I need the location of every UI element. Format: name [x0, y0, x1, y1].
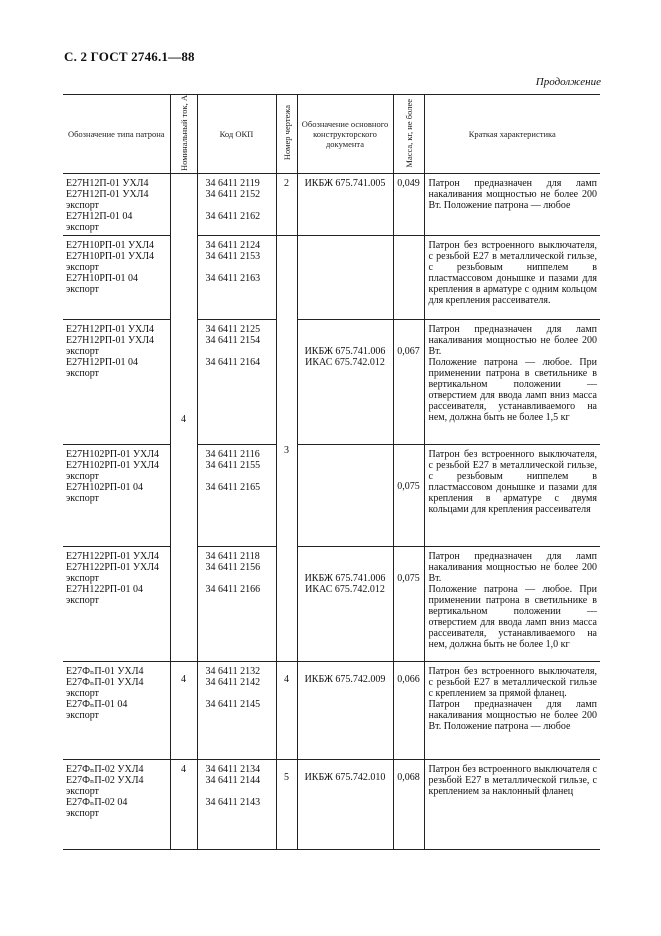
okp-code-cell: 34 6411 2134 34 6411 2144 34 6411 2143	[197, 759, 276, 849]
document-cell: ИКБЖ 675.742.010	[297, 759, 393, 849]
mass-cell: 0,075	[393, 444, 424, 546]
designation-cell: Е27Н12РП-01 УХЛ4 Е27Н12РП-01 УХЛ4 экспорт Е27Н12РП-01 04 экспорт	[63, 319, 170, 444]
table-row	[63, 661, 600, 759]
col-header-designation: Обозначение типа патрона	[63, 95, 170, 174]
document-cell	[297, 235, 393, 319]
designation-cell: Е27Н12П-01 УХЛ4 Е27Н12П-01 УХЛ4 экспорт Е27Н12П-01 04 экспорт	[63, 173, 170, 235]
col-header-document: Обозначение основного конструкторского документа	[297, 95, 393, 174]
document-cell: ИКБЖ 675.741.006 ИКАС 675.742.012	[297, 546, 393, 661]
lamp-holder-table	[63, 94, 600, 850]
description-cell: Патрон без встроенного выключателя, с резьбой Е27 в металлической гильзе с креплением за прямой фланец. Патрон предназначен для ламп накаливания мощностью не более 200 Вт. Положение патрона — любое	[424, 661, 600, 759]
table-row	[63, 759, 600, 849]
table-row	[63, 444, 600, 546]
description-cell: Патрон без встроенного выключателя, с резьбой Е27 в металлической гильзе, с резьбовым ниппелем в пластмассовом донышке и пазами для крепления в арматуре с двумя кольцами для крепления рассеивателя	[424, 444, 600, 546]
designation-cell: Е27Н102РП-01 УХЛ4 Е27Н102РП-01 УХЛ4 экспорт Е27Н102РП-01 04 экспорт	[63, 444, 170, 546]
okp-code-cell: 34 6411 2116 34 6411 2155 34 6411 2165	[197, 444, 276, 546]
description-cell: Патрон предназначен для ламп накаливания мощностью не более 200 Вт. Положение патрона — любое. При применении патрона в светильнике в вертикальном положении — отверстием для ввода ламп вниз масса рассеивателя, устанавливаемого на нем, должна быть не более 1,5 кг	[424, 319, 600, 444]
description-cell: Патрон предназначен для ламп накаливания мощностью не более 200 Вт. Положение патрона — любое. При применении патрона в светильнике в вертикальном положении — отверстием для ввода ламп вниз масса рассеивателя, устанавливаемого на нем, должна быть не более 1,0 кг	[424, 546, 600, 661]
drawing-cell: 5	[276, 759, 297, 849]
document-cell: ИКБЖ 675.741.005	[297, 173, 393, 235]
table-row	[63, 319, 600, 444]
mass-cell: 0,067	[393, 319, 424, 444]
okp-code-cell: 34 6411 2119 34 6411 2152 34 6411 2162	[197, 173, 276, 235]
col-header-current: Номинальный ток, А	[170, 95, 197, 174]
table-row	[63, 173, 600, 235]
col-header-okp: Код ОКП	[197, 95, 276, 174]
mass-cell: 0,049	[393, 173, 424, 235]
current-cell: 4	[170, 759, 197, 849]
description-cell: Патрон предназначен для ламп накаливания мощностью не более 200 Вт. Положение патрона — любое	[424, 173, 600, 235]
okp-code-cell: 34 6411 2125 34 6411 2154 34 6411 2164	[197, 319, 276, 444]
okp-code-cell: 34 6411 2124 34 6411 2153 34 6411 2163	[197, 235, 276, 319]
document-cell: ИКБЖ 675.741.006 ИКАС 675.742.012	[297, 319, 393, 444]
okp-code-cell: 34 6411 2118 34 6411 2156 34 6411 2166	[197, 546, 276, 661]
designation-cell: Е27ФₙП-01 УХЛ4 Е27ФₙП-01 УХЛ4 экспорт Е27ФₙП-01 04 экспорт	[63, 661, 170, 759]
current-cell: 4	[170, 173, 197, 661]
designation-cell: Е27Н10РП-01 УХЛ4 Е27Н10РП-01 УХЛ4 экспорт Е27Н10РП-01 04 экспорт	[63, 235, 170, 319]
page-header: С. 2 ГОСТ 2746.1—88	[64, 49, 195, 64]
okp-code-cell: 34 6411 2132 34 6411 2142 34 6411 2145	[197, 661, 276, 759]
drawing-cell: 4	[276, 661, 297, 759]
description-cell: Патрон без встроенного выключателя с резьбой Е27 в металлической гильзе, с креплением за наклонный фланец	[424, 759, 600, 849]
document-cell	[297, 444, 393, 546]
designation-cell: Е27Н122РП-01 УХЛ4 Е27Н122РП-01 УХЛ4 экспорт Е27Н122РП-01 04 экспорт	[63, 546, 170, 661]
current-cell: 4	[170, 661, 197, 759]
col-header-description: Краткая характеристика	[424, 95, 600, 174]
col-header-mass: Масса, кг, не более	[393, 95, 424, 174]
table-row	[63, 235, 600, 319]
table-row	[63, 546, 600, 661]
designation-cell: Е27ФₙП-02 УХЛ4 Е27ФₙП-02 УХЛ4 экспорт Е27ФₙП-02 04 экспорт	[63, 759, 170, 849]
continuation-label: Продолжение	[535, 76, 601, 88]
description-cell: Патрон без встроенного выключателя, с резьбой Е27 в металлической гильзе, с резьбовым ниппелем в пластмассовом донышке и пазами для крепления в арматуре с одним кольцом для крепления рассеивателя.	[424, 235, 600, 319]
document-cell: ИКБЖ 675.742.009	[297, 661, 393, 759]
drawing-cell: 2	[276, 173, 297, 235]
drawing-cell: 3	[276, 235, 297, 661]
col-header-drawing: Номер чертежа	[276, 95, 297, 174]
mass-cell: 0,075	[393, 546, 424, 661]
mass-cell	[393, 235, 424, 319]
table-header-row	[63, 95, 600, 174]
mass-cell: 0,066	[393, 661, 424, 759]
mass-cell: 0,068	[393, 759, 424, 849]
